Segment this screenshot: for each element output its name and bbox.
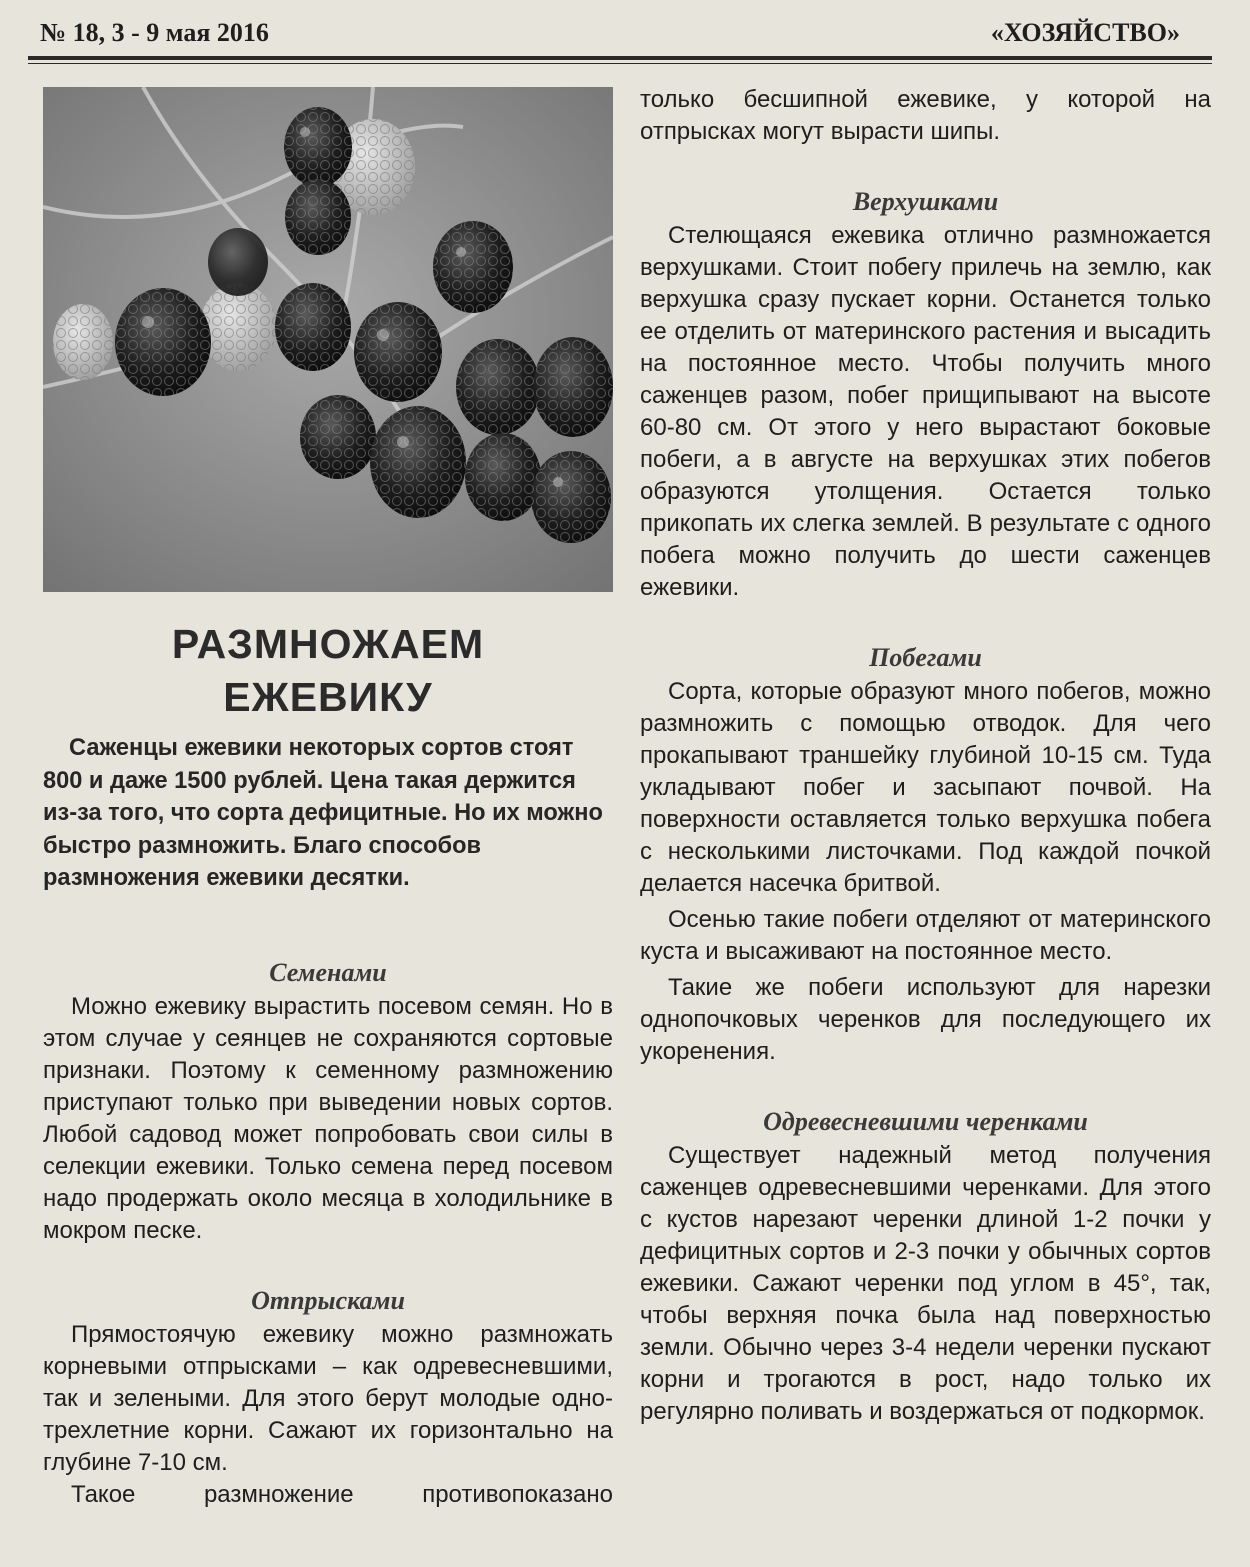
paragraph: Сорта, которые образуют много побегов, можно размножить с помощью отводок. Для чего прокапывают траншейку глубиной 10-15 см. Туда укладывают побег и засыпают почвой. На поверхности оставляется только верхушка побега с несколькими листочками. Под каждой почкой делается насечка бритвой. bbox=[640, 678, 1211, 897]
issue-info: № 18, 3 - 9 мая 2016 bbox=[40, 18, 269, 47]
paragraph: Такое размножение противопоказано bbox=[71, 1481, 613, 1508]
masthead-rule-thin bbox=[28, 63, 1212, 64]
lead-paragraph: Саженцы ежевики некоторых сортов стоят 800 и даже 1500 рублей. Цена такая держится из-за того, что сорта дефицитные. Но их можно быстро размножить. Благо способов размножения ежевики десятки. bbox=[43, 735, 603, 891]
paragraph: Осенью такие побеги отделяют от материнского куста и высаживают на постоянное место. bbox=[640, 906, 1211, 965]
right-column bbox=[640, 84, 1211, 1428]
article-lead bbox=[43, 732, 613, 895]
section-title-shoots: Побегами bbox=[869, 643, 982, 672]
newspaper-title: «ХОЗЯЙСТВО» bbox=[990, 18, 1180, 47]
masthead bbox=[40, 18, 1210, 54]
headline-line-2: ЕЖЕВИКУ bbox=[223, 674, 433, 720]
section-title-tops: Верхушками bbox=[852, 187, 999, 216]
headline-line-1: РАЗМНОЖАЕМ bbox=[171, 621, 485, 667]
masthead-rule bbox=[28, 56, 1212, 60]
section-title-suckers: Отпрысками bbox=[251, 1286, 405, 1315]
left-column bbox=[43, 955, 613, 1511]
paragraph: Существует надежный метод получения саженцев одревесневшими черенками. Для этого с кустов нарезают черенки длиной 1-2 почки у дефицитных сортов и 2-3 почки у обычных сортов ежевики. Сажают черенки под углом в 45°, так, чтобы верхняя почка была над поверхностью земли. Обычно через 3-4 недели черенки пускают корни и трогаются в рост, надо только их регулярно поливать и воздержаться от подкормок. bbox=[640, 1142, 1211, 1425]
paragraph: Можно ежевику вырастить посевом семян. Но в этом случае у сеянцев не сохраняются сортовые признаки. Поэтому к семенному размножению приступают только при выведении новых сортов. Любой садовод может попробовать свои силы в селекции ежевики. Только семена перед посевом надо продержать около месяца в холодильнике в мокром песке. bbox=[43, 993, 613, 1244]
blackberry-photo bbox=[43, 87, 613, 592]
section-title-seeds: Семенами bbox=[269, 958, 387, 987]
paragraph-continued: только бесшипной ежевике, у которой на отпрысках могут вырасти шипы. bbox=[640, 86, 1211, 145]
blackberry-illustration bbox=[43, 87, 613, 592]
section-title-cuttings: Одревесневшими черенками bbox=[763, 1107, 1088, 1136]
article-headline bbox=[43, 618, 613, 724]
paragraph: Такие же побеги используют для нарезки однопочковых черенков для последующего их укоренения. bbox=[640, 974, 1211, 1065]
paragraph: Стелющаяся ежевика отлично размножается верхушками. Стоит побегу прилечь на землю, как верхушка сразу пускает корни. Останется только ее отделить от материнского растения и высадить на постоянное место. Чтобы получить много саженцев разом, побег прищипывают на высоте 60-80 см. От этого у него вырастают боковые побеги, а в августе на верхушках этих побегов образуются утолщения. Остается только прикопать их слегка землей. В результате с одного побега можно получить до шести саженцев ежевики. bbox=[640, 222, 1211, 601]
paragraph: Прямостоячую ежевику можно размножать корневыми отпрысками – как одревесневшими, так и зелеными. Для этого берут молодые одно-трехлетние корни. Сажают их горизонтально на глубине 7-10 см. bbox=[43, 1321, 613, 1476]
